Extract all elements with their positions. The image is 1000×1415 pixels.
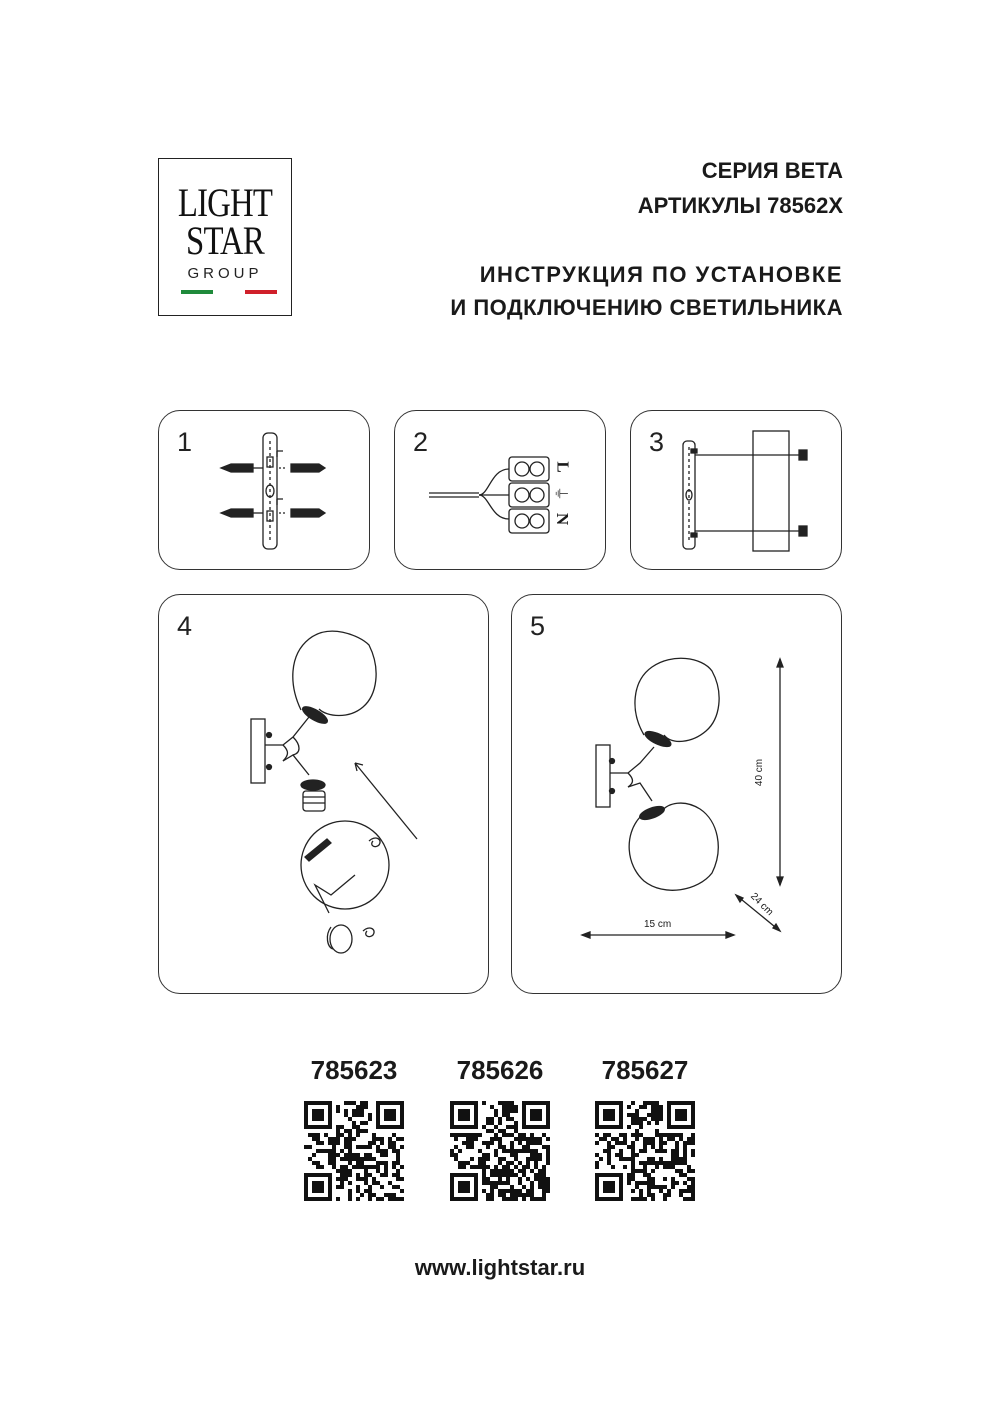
step-5-panel (511, 594, 842, 994)
terminal-label-earth: ⏚ (552, 485, 570, 502)
step-number: 1 (177, 427, 193, 457)
terminal-block-illustration (395, 411, 607, 571)
italian-flag-stripe (181, 290, 277, 294)
logo-line-group: GROUP (187, 265, 263, 282)
step-number: 2 (413, 427, 429, 457)
qr-code-icon[interactable] (595, 1101, 695, 1201)
instruction-title-line1: ИНСТРУКЦИЯ ПО УСТАНОВКЕ (479, 262, 843, 287)
fixture-mounting-illustration (631, 411, 843, 571)
step-3-panel (630, 410, 842, 570)
dimension-width-label: 15 cm (644, 919, 672, 930)
qr-code-icon[interactable] (450, 1101, 550, 1201)
series-title: СЕРИЯ BETA (701, 158, 843, 183)
brand-logo (158, 158, 292, 316)
step-2-panel (394, 410, 606, 570)
bracket-screws-illustration (159, 411, 371, 571)
step-number: 4 (177, 611, 193, 641)
step-4-panel (158, 594, 489, 994)
flag-stripe-red (245, 290, 277, 294)
website-link[interactable]: www.lightstar.ru (414, 1255, 586, 1280)
article-code-785623: 785623 (310, 1055, 398, 1085)
flag-stripe-white (213, 290, 245, 294)
step-number: 3 (649, 427, 665, 457)
terminal-label-neutral: N (553, 512, 573, 526)
instruction-title-line2: И ПОДКЛЮЧЕНИЮ СВЕТИЛЬНИКА (450, 295, 843, 320)
dimension-height-label: 40 cm (754, 758, 766, 787)
article-code-785627: 785627 (601, 1055, 689, 1085)
step-1-panel (158, 410, 370, 570)
qr-code-icon[interactable] (304, 1101, 404, 1201)
dimensions-illustration (512, 595, 843, 995)
flag-stripe-green (181, 290, 213, 294)
shade-bulb-installation-illustration (159, 595, 490, 995)
dimension-depth-label: 24 cm (748, 890, 776, 919)
logo-line-light: LIGHT (177, 180, 273, 225)
step-number: 5 (530, 611, 546, 641)
terminal-label-live: L (553, 461, 573, 473)
article-code-785626: 785626 (456, 1055, 544, 1085)
logo-line-star: STAR (186, 218, 264, 263)
articles-title: АРТИКУЛЫ 78562X (637, 193, 843, 218)
